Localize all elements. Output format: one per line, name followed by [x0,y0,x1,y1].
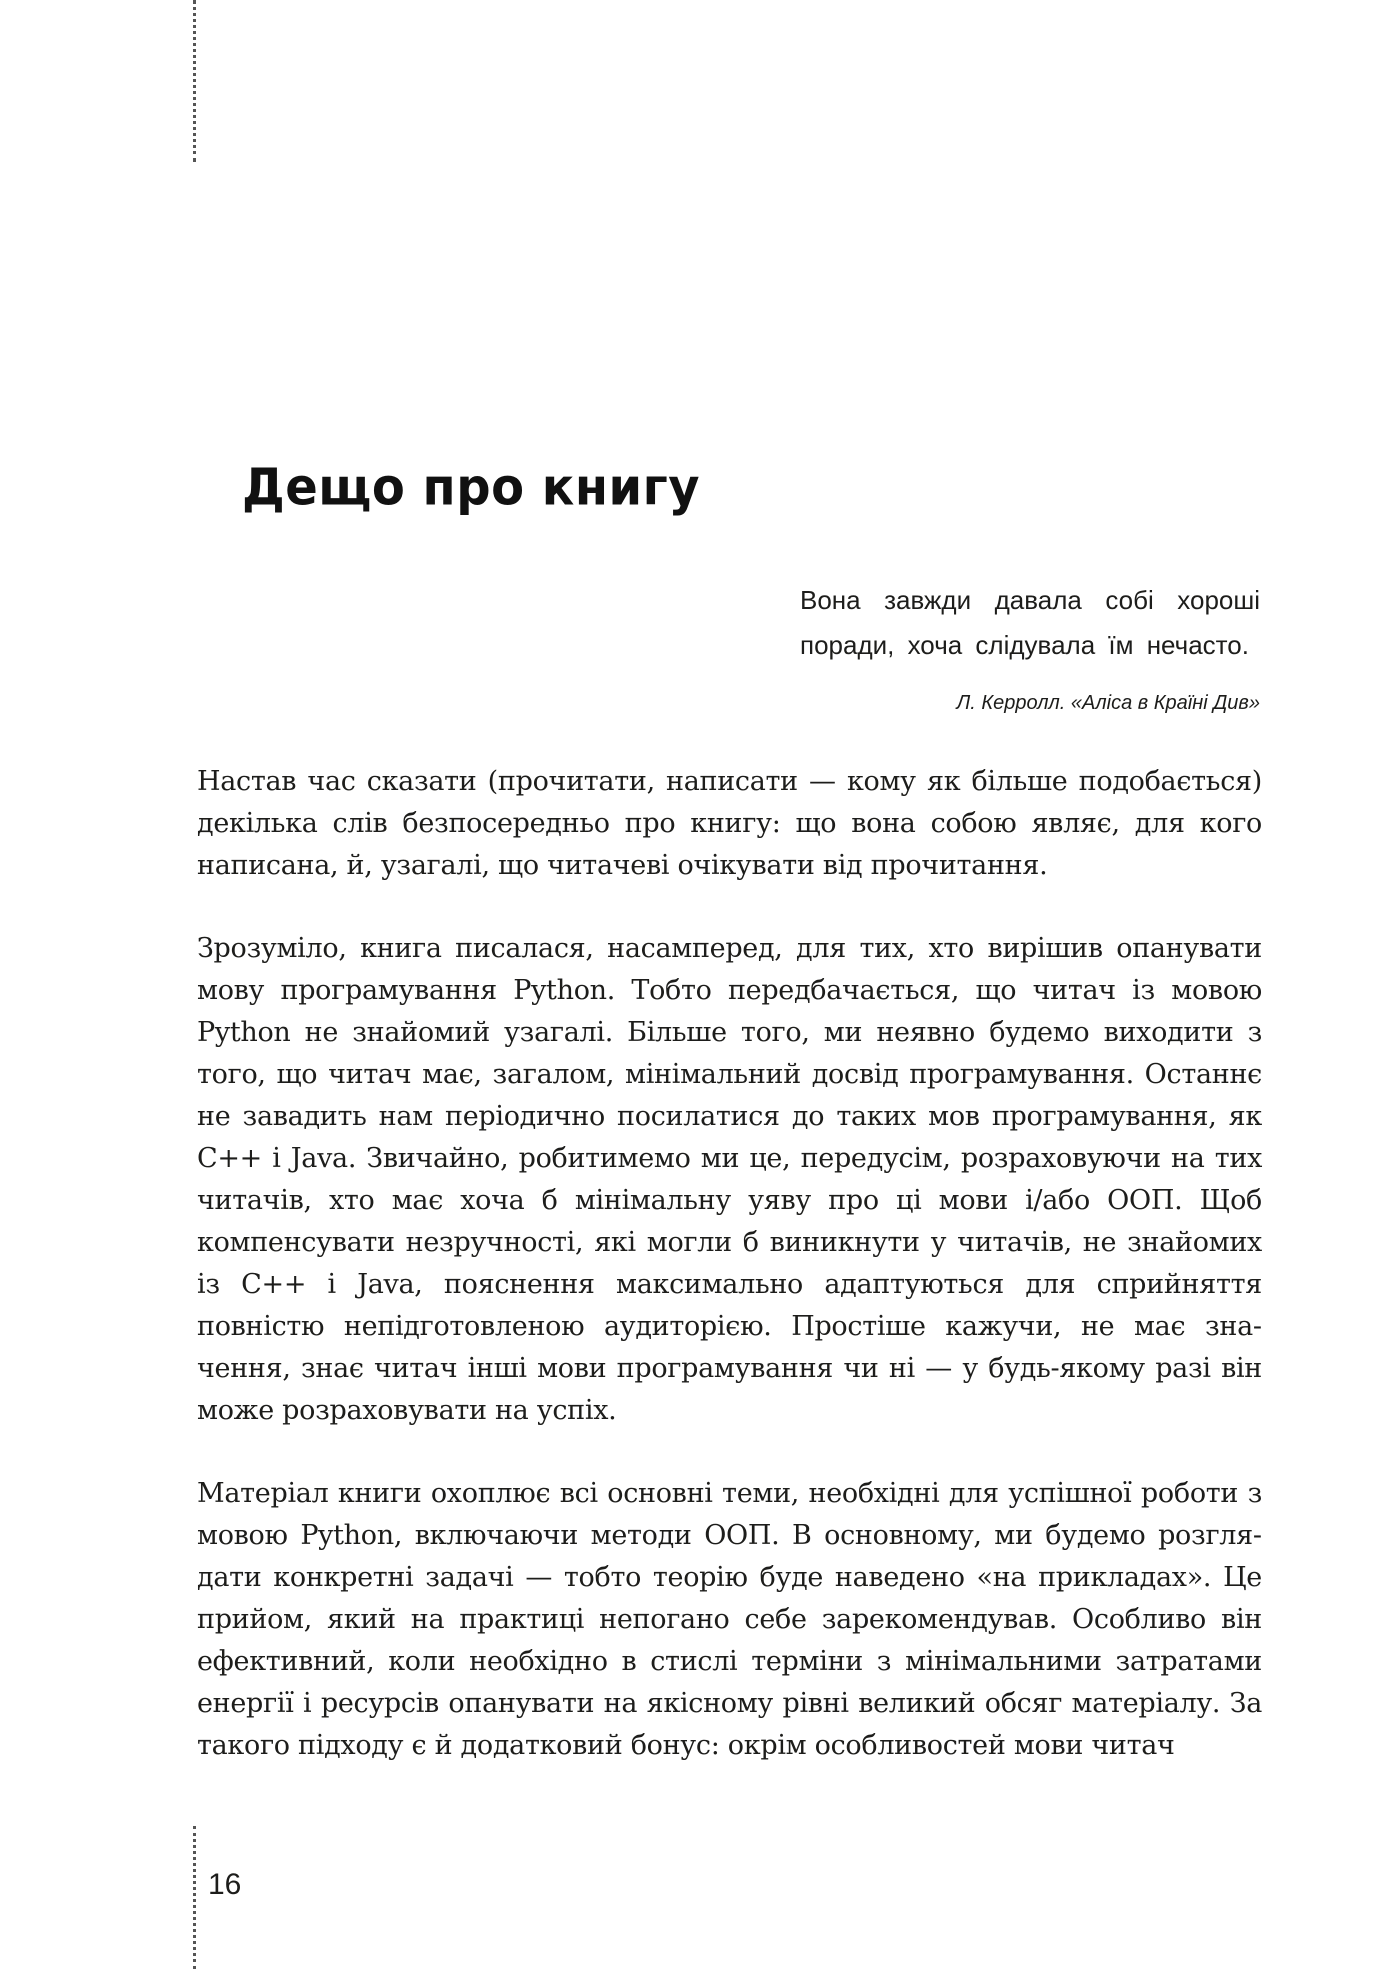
chapter-title: Дещо про книгу [242,458,701,518]
page-number: 16 [208,1868,242,1901]
body-text [197,761,1262,1808]
paragraph: Зрозуміло, книга писалася, насамперед, для тих, хто вирішив опанувати мову програмування Python. Тобто передбачається, що читач із мовою Python не знайомий узагалі. Більше того, ми неявно будемо виходити з того, що читач має, загалом, мінімальний досвід програмування. Останнє не завадить нам періодично посилатися до таких мов програмування, як C++ і Java. Звичайно, робитимемо ми це, передусім, розраховуючи на тих читачів, хто має хоча б мінімальну уяву про ці мови і/або ООП. Щоб компенсувати незручності, які могли б виникнути у читачів, не знайомих із C++ і Java, пояснення максимально адаптуються для сприйняття повністю непідготовленою аудиторією. Простіше кажучи, не має значення, знає читач інші мови програмування чи ні — у будь-якому разі він може розраховувати на успіх. [197,933,1262,1426]
paragraph: Матеріал книги охоплює всі основні теми, необхідні для успішної роботи з мовою Python, включаючи методи ООП. В основному, ми будемо розглядати конкретні задачі — тобто теорію буде наведено «на прикладах». Це прийом, який на практиці непогано себе зарекомендував. Особливо він ефективний, коли необхідно в стислі терміни з мінімальними затратами енергії і ресурсів опанувати на якісному рівні великий обсяг матеріалу. За такого підходу є й додатковий бонус: окрім особливостей мови читач [197,1478,1262,1761]
epigraph [800,578,1260,718]
paragraph: Настав час сказати (прочитати, написати — кому як більше подобається) декілька слів безпосередньо про книгу: що вона собою являє, для кого написана, й, узагалі, що читачеві очікувати від прочитання. [197,766,1262,881]
bottom-dotted-rule [193,1826,196,1969]
epigraph-source: Л. Керролл. «Аліса в Країні Див» [956,692,1260,714]
top-dotted-rule [193,0,196,162]
epigraph-text: Вона завжди давала собі хороші поради, хоча слідувала їм нечасто. [800,585,1260,660]
